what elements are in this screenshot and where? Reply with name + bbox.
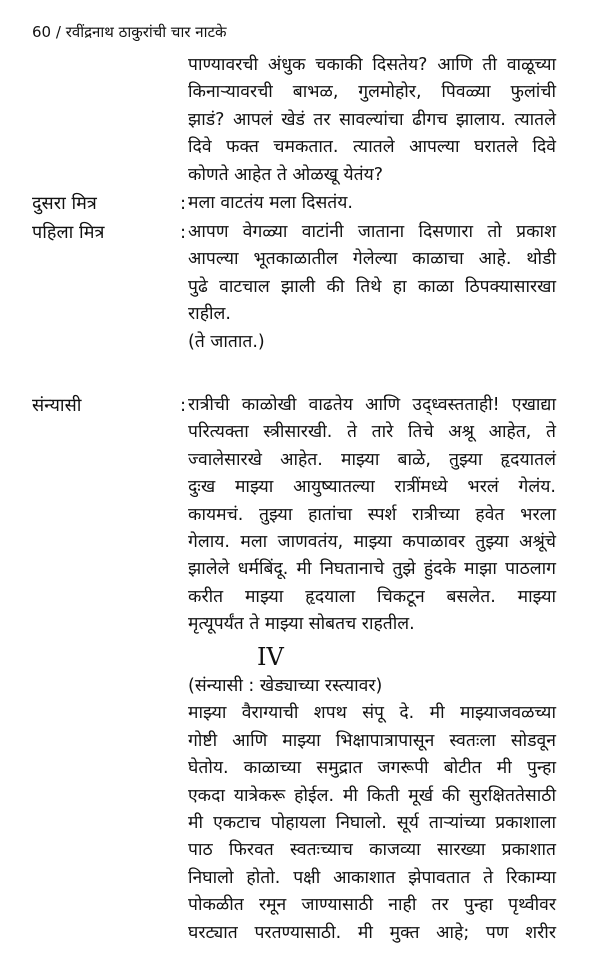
text-line: गेलाय. मला जाणवतंय, माझ्या कपाळावर तुझ्या अश्रूंचे (188, 531, 556, 552)
speaker-name: संन्यासी (32, 395, 82, 416)
text-line: मी एकटाच पोहायला निघालो. सूर्य ताऱ्यांच्या प्रकाशाला (188, 812, 556, 833)
text-line: माझ्या वैराग्याची शपथ संपू दे. मी माझ्याजवळच्या (188, 703, 556, 724)
stage-direction: (ते जातात.) (188, 331, 265, 352)
book-title: रवींद्रनाथ ठाकुरांची चार नाटके (65, 23, 227, 41)
text-line: पाठ फिरवत स्वतःच्याच काजव्या सारख्या प्रकाशात (188, 840, 556, 861)
text-line: घरट्यात परतण्यासाठी. मी मुक्त आहे; पण शरीर (188, 922, 556, 943)
speaker-colon: : (180, 193, 187, 214)
text-line: झालेले धर्मबिंदू. मी निघतानाचे तुझे हुंदके माझा पाठलाग (188, 559, 556, 580)
stage-direction: (संन्यासी : खेड्याच्या रस्त्यावर) (188, 676, 383, 696)
text-line: दुःख माझ्या आयुष्यातल्या रात्रींमध्ये भरलं गेलंय. (188, 477, 556, 498)
text-line: राहील. (188, 304, 231, 325)
text-line: घेतोय. काळाच्या समुद्रात जगरूपी बोटीत मी पुन्हा (188, 758, 556, 779)
text-line: परित्यक्ता स्त्रीसारखी. ते तारे तिचे अश्रू आहेत, ते (188, 422, 556, 443)
text-line: कोणते आहेत ते ओळखू येतंय? (188, 164, 384, 185)
speaker-colon: : (180, 222, 187, 243)
text-line: पोकळीत रमून जाण्यासाठी नाही तर पुन्हा पृथ्वीवर (188, 895, 556, 916)
speaker-name: पहिला मित्र (32, 222, 105, 243)
text-line: पुढे वाटचाल झाली की तिथे हा काळा ठिपक्यासारखा (188, 276, 556, 297)
speaker-colon: : (180, 395, 187, 416)
text-line: एकदा यात्रेकरू होईल. मी किती मूर्ख की सुरक्षिततेसाठी (188, 785, 556, 806)
text-line: दिवे फक्त चमकतात. त्यातले आपल्या घरातले दिवे (188, 137, 556, 158)
text-line: निघालो होतो. पक्षी आकाशात झेपावतात ते रिकाम्या (188, 867, 556, 888)
running-header (32, 22, 227, 42)
text-line: करीत माझ्या हृदयाला चिकटून बसलेत. माझ्या (188, 586, 556, 607)
page-number: 60 (32, 23, 52, 41)
section-numeral: IV (257, 643, 284, 671)
text-line: झाडं? आपलं खेडं तर सावल्यांचा ढीगच झालाय. त्यातले (188, 109, 556, 130)
text-line: आपण वेगळ्या वाटांनी जाताना दिसणारा तो प्रकाश (188, 222, 556, 242)
text-line: गोष्टी आणि माझ्या भिक्षापात्रापासून स्वतःला सोडवून (188, 730, 556, 751)
text-line: ज्वालेसारखे आहेत. माझ्या बाळे, तुझ्या हृदयातलं (188, 449, 556, 470)
text-line: मला वाटतंय मला दिसतंय. (188, 193, 353, 213)
text-line: किनाऱ्यावरची बाभळ, गुलमोहोर, पिवळ्या फुलांची (188, 82, 556, 103)
text-line: रात्रीची काळोखी वाढतेय आणि उद्ध्वस्तताही! एखाद्या (188, 395, 556, 415)
speaker-name: दुसरा मित्र (32, 193, 97, 214)
text-line: आपल्या भूतकाळातील गेलेल्या काळाचा आहे. थोडी (188, 249, 556, 270)
text-line: कायमचं. तुझ्या हातांचा स्पर्श रात्रीच्या हवेत भरला (188, 504, 556, 525)
text-line: मृत्यूपर्यंत ते माझ्या सोबतच राहतील. (188, 614, 415, 635)
header-separator: / (55, 23, 61, 41)
text-line: पाण्यावरची अंधुक चकाकी दिसतेय? आणि ती वाळूच्या (188, 55, 556, 75)
